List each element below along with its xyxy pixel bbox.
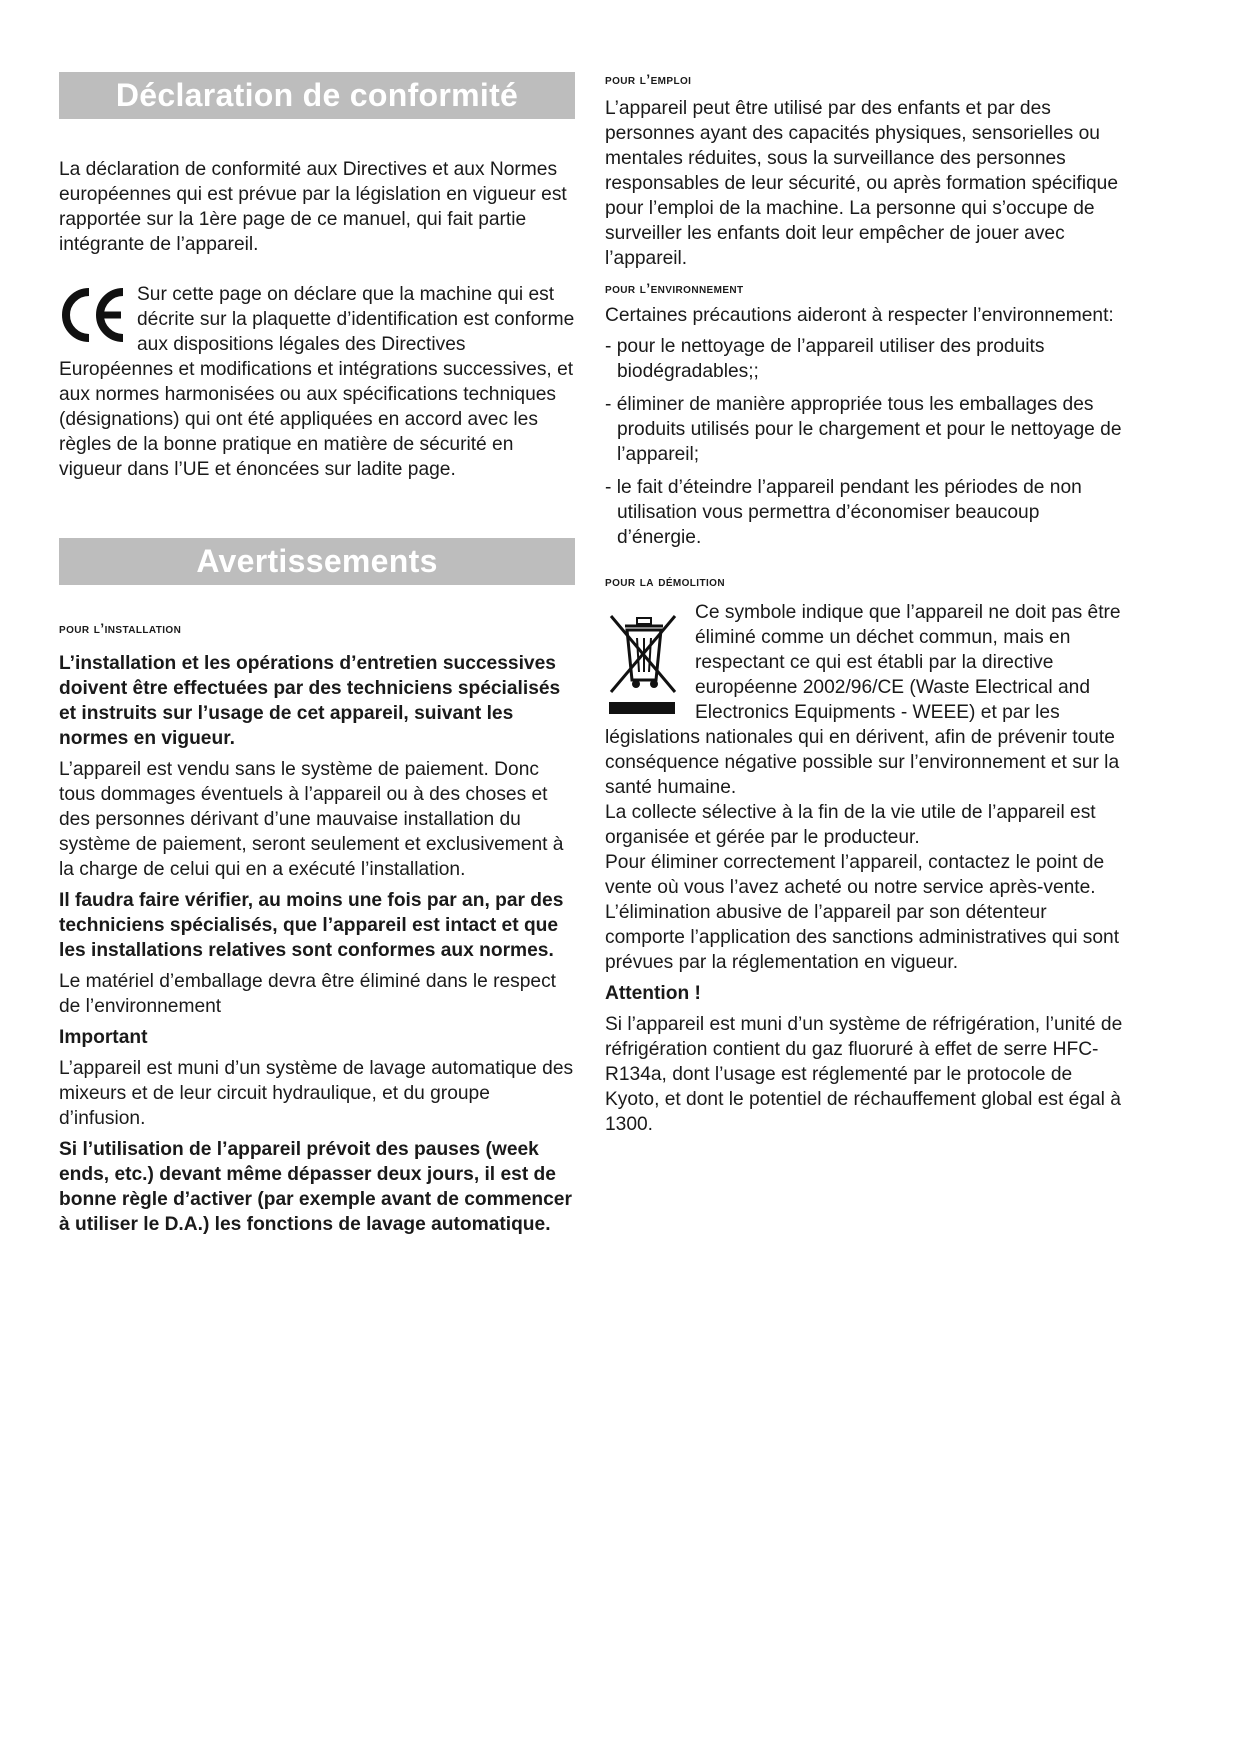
demolition-heading: pour la démolition <box>605 573 725 589</box>
list-item: - le fait d’éteindre l’appareil pendant les périodes de non utilisation vous permettra d’économiser beaucoup d’énergie. <box>605 477 1082 548</box>
weee-text: Ce symbole indique que l’appareil ne doit pas être éliminé comme un déchet commun, mais en respectant ce qui est établi par la directive européenne 2002/96/CE (Waste Electrical and Electronics Equipments - WEEE) et par les législations nationales qui en dérivent, afin de prévenir toute conséquence négative possible sur l’environnement et sur la santé humaine. <box>605 602 1121 798</box>
ce-section <box>59 282 575 482</box>
attention-text: Si l’appareil est muni d’un système de réfrigération, l’unité de réfrigération contient du gaz fluoruré à effet de serre HFC-R134a, dont l’usage est réglementé par le protocole de Kyoto, et dont le potentiel de réchauffement global est égal à 1300. <box>605 1014 1123 1135</box>
install-text-1: L’appareil est vendu sans le système de paiement. Donc tous dommages éventuels à l’appareil ou à des choses et des personnes dérivant d’une mauvaise installation du système de paiement, seront seulement et exclusivement à la charge de celui qui en a exécuté l’installation. <box>59 759 564 880</box>
abuse-text: L’élimination abusive de l’appareil par son détenteur comporte l’application des sanctions administratives qui sont prévues par la réglementation en vigueur. <box>605 902 1120 973</box>
ce-text: Sur cette page on déclare que la machine qui est décrite sur la plaquette d’identification est conforme aux dispositions légales des Directives Européennes et modifications et intégrations successives, et aux normes harmonisées ou aux spécifications techniques (désignations) qui ont été appliquées en accord avec les règles de la bonne pratique en matière de sécurité en vigueur dans l’UE et énoncées sur ladite page. <box>59 284 575 480</box>
list-item: - éliminer de manière appropriée tous les emballages des produits utilisés pour le chargement et pour le nettoyage de l’appareil; <box>605 394 1122 465</box>
dispose-text: Pour éliminer correctement l’appareil, contactez le point de vente où vous l’avez acheté ou notre service après-vente. <box>605 852 1105 898</box>
install-bold-1: L’installation et les opérations d’entretien successives doivent être effectuées par des techniciens spécialisés et instruits sur l’usage de cet appareil, suivant les normes en vigueur. <box>59 653 561 749</box>
important-label: Important <box>59 1027 148 1048</box>
weee-section <box>605 600 1125 800</box>
use-text: L’appareil peut être utilisé par des enfants et par des personnes ayant des capacités physiques, sensorielles ou mentales réduites, sous la surveillance des personnes responsables de leur sécurité, ou après formation spécifique pour l’emploi de la machine. La personne qui s’occupe de surveiller les enfants doit leur empêcher de jouer avec l’appareil. <box>605 98 1119 269</box>
warnings-title: Avertissements <box>59 538 575 585</box>
environment-intro: Certaines précautions aideront à respecter l’environnement: <box>605 305 1114 326</box>
install-text-2: Le matériel d’emballage devra être éliminé dans le respect de l’environnement <box>59 971 557 1017</box>
list-item: - pour le nettoyage de l’appareil utiliser des produits biodégradables;; <box>605 336 1045 382</box>
important-text: L’appareil est muni d’un système de lavage automatique des mixeurs et de leur circuit hydraulique, et du groupe d’infusion. <box>59 1058 574 1129</box>
ce-mark-icon <box>59 286 129 344</box>
declaration-text: La déclaration de conformité aux Directives et aux Normes européennes qui est prévue par la législation en vigueur est rapportée sur la 1ère page de ce manuel, qui fait partie intégrante de l’appareil. <box>59 159 567 255</box>
attention-label: Attention ! <box>605 983 701 1004</box>
declaration-title: Déclaration de conformité <box>59 72 575 119</box>
install-bold-2: Il faudra faire vérifier, au moins une fois par an, par des techniciens spécialisés, que l’appareil est intact et que les installations relatives sont conformes aux normes. <box>59 890 564 961</box>
collect-text: La collecte sélective à la fin de la vie utile de l’appareil est organisée et gérée par le producteur. <box>605 802 1096 848</box>
important-bold: Si l’utilisation de l’appareil prévoit des pauses (week ends, etc.) devant même dépasser deux jours, il est de bonne règle d’activer (par exemple avant de commencer à utiliser le D.A.) les fonctions de lavage automatique. <box>59 1139 572 1235</box>
right-column <box>605 70 1125 1137</box>
installation-heading: pour l’installation <box>59 620 182 636</box>
use-heading: pour l’emploi <box>605 71 692 87</box>
left-column <box>59 72 575 1237</box>
environment-list <box>605 334 1125 550</box>
crossed-out-bin-icon <box>605 608 681 716</box>
environment-heading: pour l’environnement <box>605 280 744 296</box>
